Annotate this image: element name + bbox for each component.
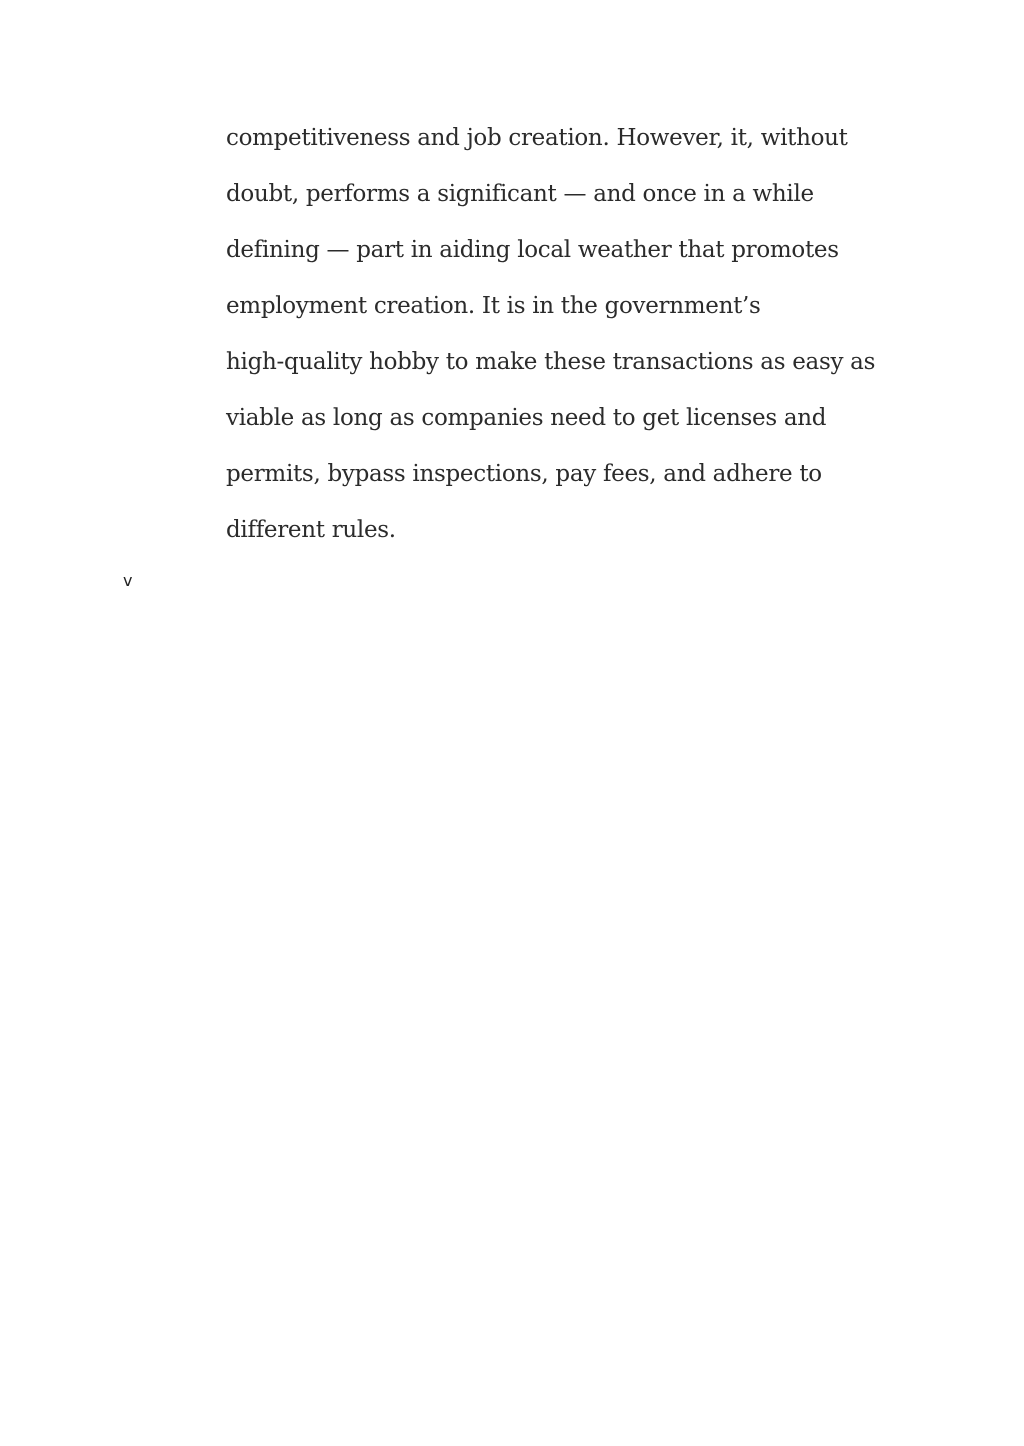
paragraph-line: defining — part in aiding local weather that promotes — [226, 237, 839, 263]
margin-marker: v — [123, 571, 133, 590]
body-paragraph — [226, 110, 926, 558]
paragraph-line: doubt, performs a significant — and once in a while — [226, 181, 814, 207]
paragraph-line: different rules. — [226, 517, 396, 543]
paragraph-line: employment creation. It is in the government’s — [226, 293, 761, 319]
paragraph-line: competitiveness and job creation. However, it, without — [226, 125, 848, 151]
paragraph-line: viable as long as companies need to get licenses and — [226, 405, 827, 431]
paragraph-line: high-quality hobby to make these transactions as easy as — [226, 349, 876, 375]
paragraph-line: permits, bypass inspections, pay fees, and adhere to — [226, 461, 822, 487]
